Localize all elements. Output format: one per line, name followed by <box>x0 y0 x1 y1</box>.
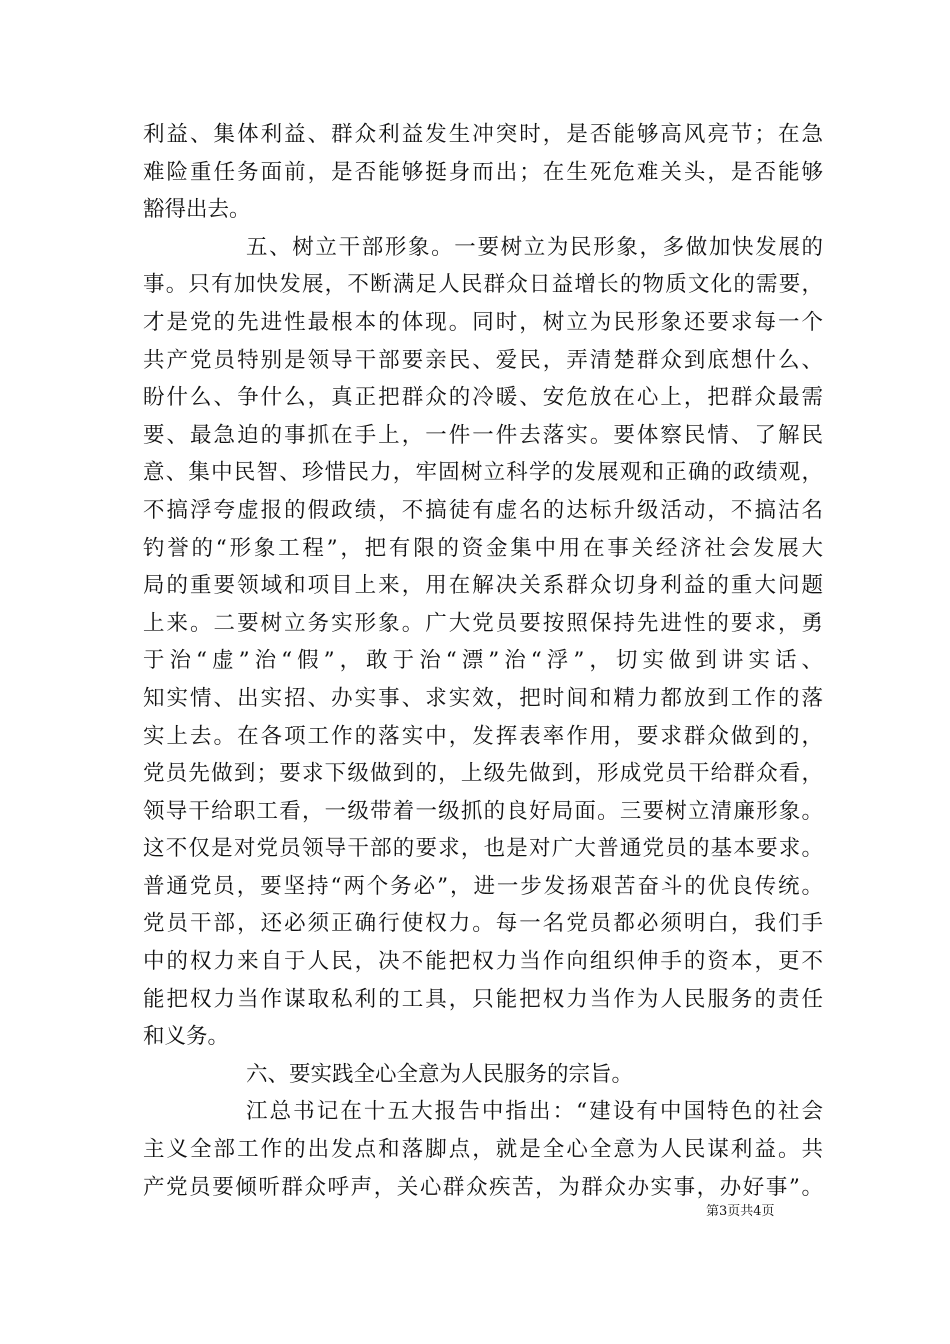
text-line: 豁得出去。 <box>143 197 251 223</box>
text-line: 产党员要倾听群众呼声，关心群众疾苦，为群众办实事，办好事”。 <box>143 1174 823 1200</box>
text-line: 利益、集体利益、群众利益发生冲突时，是否能够高风亮节；在急 <box>143 122 823 147</box>
document-body <box>143 116 823 1206</box>
text-line: 于治“虚”治“假”，敢于治“漂”治“浮”，切实做到讲实话、 <box>143 648 823 674</box>
text-line: 党员干部，还必须正确行使权力。每一名党员都必须明白，我们手 <box>143 911 823 937</box>
text-line: 上来。二要树立务实形象。广大党员要按照保持先进性的要求，勇 <box>143 610 823 636</box>
page-number: 第3页共4页 <box>706 1204 775 1219</box>
text-line: 局的重要领域和项目上来，用在解决关系群众切身利益的重大问题 <box>143 573 823 599</box>
text-line: 知实情、出实招、办实事、求实效，把时间和精力都放到工作的落 <box>143 685 823 711</box>
text-line: 盼什么、争什么，真正把群众的冷暖、安危放在心上，把群众最需 <box>143 385 823 411</box>
text-line: 难险重任务面前，是否能够挺身而出；在生死危难关头，是否能够 <box>143 159 823 185</box>
text-line: 实上去。在各项工作的落实中，发挥表率作用，要求群众做到的， <box>143 723 823 749</box>
text-line: 共产党员特别是领导干部要亲民、爱民，弄清楚群众到底想什么、 <box>143 347 823 373</box>
text-line: 中的权力来自于人民，决不能把权力当作向组织伸手的资本，更不 <box>143 949 823 975</box>
text-line: 要、最急迫的事抓在手上，一件一件去落实。要体察民情、了解民 <box>143 422 823 448</box>
text-line: 能把权力当作谋取私利的工具，只能把权力当作为人民服务的责任 <box>143 986 823 1012</box>
text-line: 普通党员，要坚持“两个务必”，进一步发扬艰苦奋斗的优良传统。 <box>143 873 823 899</box>
text-line: 江总书记在十五大报告中指出：“建设有中国特色的社会 <box>246 1099 823 1125</box>
text-line: 领导干给职工看，一级带着一级抓的良好局面。三要树立清廉形象。 <box>143 798 823 824</box>
text-line: 主义全部工作的出发点和落脚点，就是全心全意为人民谋利益。共 <box>143 1137 823 1163</box>
text-line: 和义务。 <box>143 1024 230 1050</box>
section-heading-line: 五、树立干部形象。一要树立为民形象，多做加快发展的 <box>246 234 823 260</box>
text-line: 意、集中民智、珍惜民力，牢固树立科学的发展观和正确的政绩观， <box>143 460 823 486</box>
text-line: 钓誉的“形象工程”，把有限的资金集中用在事关经济社会发展大 <box>143 535 823 561</box>
section-heading-line: 六、要实践全心全意为人民服务的宗旨。 <box>246 1061 634 1087</box>
text-line: 才是党的先进性最根本的体现。同时，树立为民形象还要求每一个 <box>143 309 823 335</box>
text-line: 事。只有加快发展，不断满足人民群众日益增长的物质文化的需要， <box>143 272 823 298</box>
text-line: 不搞浮夸虚报的假政绩，不搞徒有虚名的达标升级活动，不搞沽名 <box>143 497 823 523</box>
text-line: 党员先做到；要求下级做到的，上级先做到，形成党员干给群众看， <box>143 761 823 787</box>
text-line: 这不仅是对党员领导干部的要求，也是对广大普通党员的基本要求。 <box>143 836 823 862</box>
